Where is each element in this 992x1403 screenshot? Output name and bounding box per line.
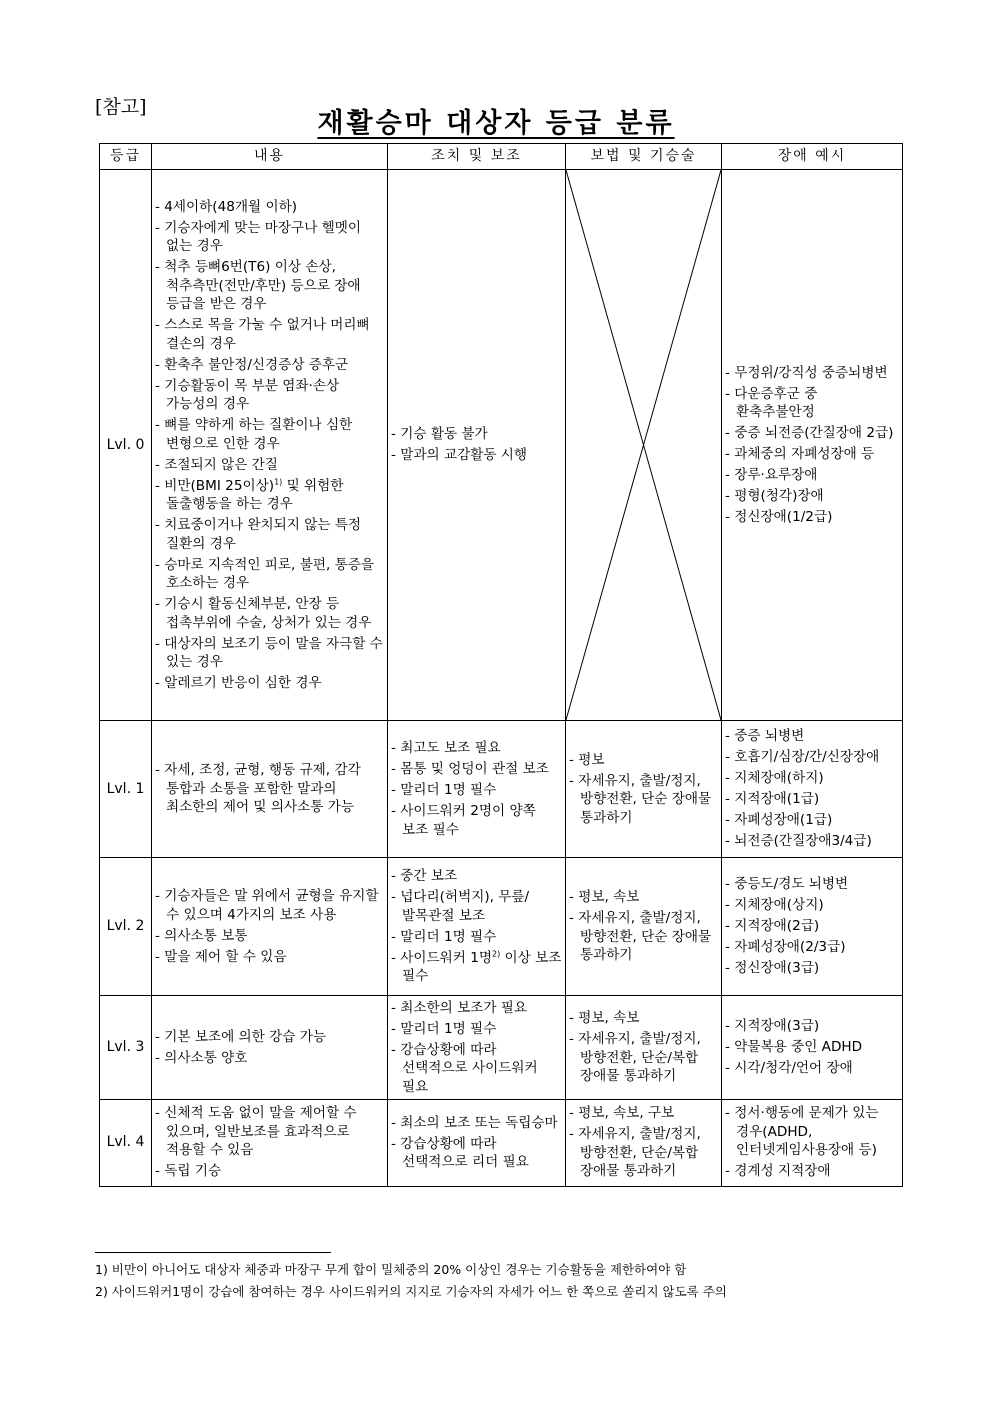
disability-item: - 지적장애(2급) [725, 917, 899, 936]
content-item: - 뼈를 약하게 하는 질환이나 심한 변형으로 인한 경우 [155, 416, 384, 453]
disability-item: - 호흡기/심장/간/신장장애 [725, 748, 899, 767]
support-item: - 사이드워커 1명$^{2)}$ 이상 보조 필수 [391, 949, 562, 986]
content-cell [152, 721, 388, 858]
footnote-1: 1) 비만이 아니어도 대상자 체중과 마장구 무게 합이 밀체중의 20% 이상인 경우는 기승활동을 제한하여야 함 [95, 1262, 687, 1277]
content-item: - 스스로 목을 가눌 수 없거나 머리뼈 결손의 경우 [155, 316, 384, 353]
support-item: - 강습상황에 따라 선택적으로 사이드워커 필요 [391, 1041, 562, 1097]
table-row [100, 721, 903, 858]
grade-classification-table [99, 143, 903, 1187]
content-item: - 기본 보조에 의한 강습 가능 [155, 1028, 384, 1047]
table-row [100, 996, 903, 1100]
header-support: 조치 및 보조 [388, 144, 566, 170]
content-item: - 조절되지 않은 간질 [155, 456, 384, 475]
support-cell [388, 170, 566, 721]
content-cell [152, 1099, 388, 1186]
disability-item: - 지체장애(상지) [725, 896, 899, 915]
content-item: - 기승자에게 맞는 마장구나 헬멧이 없는 경우 [155, 219, 384, 256]
disability-item: - 중증 뇌전증(간질장애 2급) [725, 424, 899, 443]
disability-item: - 평형(청각)장애 [725, 487, 899, 506]
content-item: - 기승활동이 목 부분 염좌·손상 가능성의 경우 [155, 377, 384, 414]
reference-label: [참고] [95, 96, 147, 118]
gait-item: - 자세유지, 출발/정지, 방향전환, 단순 장애물 통과하기 [569, 909, 718, 965]
disability-item: - 장루·요루장애 [725, 466, 899, 485]
grade-cell: Lvl. 0 [100, 170, 152, 721]
content-item: - 알레르기 반응이 심한 경우 [155, 674, 384, 693]
disability-item: - 정신장애(3급) [725, 959, 899, 978]
gait-cell [566, 1099, 722, 1186]
support-cell [388, 721, 566, 858]
content-item: - 의사소통 보통 [155, 927, 384, 946]
support-item: - 사이드워커 2명이 양쪽 보조 필수 [391, 802, 562, 839]
disability-item: - 지적장애(3급) [725, 1017, 899, 1036]
header-disability: 장애 예시 [722, 144, 903, 170]
disability-cell [722, 858, 903, 996]
content-item: - 환축추 불안정/신경증상 증후군 [155, 356, 384, 375]
table-row [100, 858, 903, 996]
gait-cell [566, 170, 722, 721]
support-item: - 넙다리(허벅지), 무릎/발목관절 보조 [391, 888, 562, 925]
support-item: - 말리더 1명 필수 [391, 1020, 562, 1039]
footnote-2: 2) 사이드워커1명이 강습에 참여하는 경우 사이드워커의 지지로 기승자의 자세가 어느 한 쪽으로 쏠리지 않도록 주의 [95, 1284, 727, 1299]
content-item: - 척추 등뼈6번(T6) 이상 손상, 척추측만(전만/후만) 등으로 장애 등급을 받은 경우 [155, 258, 384, 314]
grade-cell: Lvl. 2 [100, 858, 152, 996]
content-item: - 독립 기승 [155, 1162, 384, 1181]
disability-item: - 무정위/강직성 중증뇌병변 [725, 364, 899, 383]
grade-cell: Lvl. 3 [100, 996, 152, 1100]
disability-item: - 자폐성장애(1급) [725, 811, 899, 830]
disability-cell [722, 170, 903, 721]
disability-item: - 뇌전증(간질장애3/4급) [725, 832, 899, 851]
content-item: - 기승자들은 말 위에서 균형을 유지할 수 있으며 4가지의 보조 사용 [155, 887, 384, 924]
gait-cell [566, 996, 722, 1100]
header-content: 내용 [152, 144, 388, 170]
support-item: - 말리더 1명 필수 [391, 781, 562, 800]
content-item: - 4세이하(48개월 이하) [155, 198, 384, 217]
disability-item: - 정신장애(1/2급) [725, 508, 899, 527]
document-title [0, 101, 992, 140]
footnotes [95, 1259, 727, 1303]
grade-cell: Lvl. 1 [100, 721, 152, 858]
disability-item: - 다운증후군 중 환축추불안정 [725, 385, 899, 422]
disability-item: - 지체장애(하지) [725, 769, 899, 788]
support-item: - 몸통 및 엉덩이 관절 보조 [391, 760, 562, 779]
support-item: - 말과의 교감활동 시행 [391, 446, 562, 465]
content-item: - 승마로 지속적인 피로, 불편, 통증을 호소하는 경우 [155, 556, 384, 593]
table-body [100, 170, 903, 1187]
content-item: - 신체적 도움 없이 말을 제어할 수 있으며, 일반보조를 효과적으로 적용할 수 있음 [155, 1104, 384, 1160]
content-item: - 대상자의 보조기 등이 말을 자극할 수 있는 경우 [155, 635, 384, 672]
disability-item: - 과체중의 자폐성장애 등 [725, 445, 899, 464]
not-applicable-cross [566, 170, 721, 720]
disability-item: - 지적장애(1급) [725, 790, 899, 809]
support-item: - 중간 보조 [391, 867, 562, 886]
content-item: - 자세, 조정, 균형, 행동 규제, 감각 통합과 소통을 포함한 말과의 최소한의 제어 및 의사소통 가능 [155, 761, 384, 817]
gait-item: - 평보, 속보 [569, 888, 718, 907]
content-item: - 치료중이거나 완치되지 않는 특정 질환의 경우 [155, 516, 384, 553]
gait-item: - 평보, 속보, 구보 [569, 1104, 718, 1123]
gait-item: - 평보, 속보 [569, 1009, 718, 1028]
gait-cell [566, 858, 722, 996]
disability-cell [722, 996, 903, 1100]
content-item: - 의사소통 양호 [155, 1049, 384, 1068]
table-row [100, 1099, 903, 1186]
disability-item: - 자폐성장애(2/3급) [725, 938, 899, 957]
document-title-text: 재활승마 대상자 등급 분류 [317, 108, 675, 139]
support-item: - 최소한의 보조가 필요 [391, 999, 562, 1018]
gait-item: - 자세유지, 출발/정지, 방향전환, 단순/복합 장애물 통과하기 [569, 1125, 718, 1181]
gait-item: - 자세유지, 출발/정지, 방향전환, 단순/복합 장애물 통과하기 [569, 1030, 718, 1086]
content-cell [152, 170, 388, 721]
disability-item: - 중증 뇌병변 [725, 727, 899, 746]
footnote-divider [95, 1252, 331, 1253]
gait-cell [566, 721, 722, 858]
disability-cell [722, 1099, 903, 1186]
content-item: - 기승시 활동신체부분, 안장 등 접촉부위에 수술, 상처가 있는 경우 [155, 595, 384, 632]
table-header-row [100, 144, 903, 170]
header-grade: 등급 [100, 144, 152, 170]
support-item: - 강습상황에 따라 선택적으로 리더 필요 [391, 1135, 562, 1172]
disability-item: - 중등도/경도 뇌병변 [725, 875, 899, 894]
disability-item: - 경계성 지적장애 [725, 1162, 899, 1181]
support-item: - 말리더 1명 필수 [391, 928, 562, 947]
gait-item: - 자세유지, 출발/정지, 방향전환, 단순 장애물 통과하기 [569, 772, 718, 828]
support-item: - 기승 활동 불가 [391, 425, 562, 444]
disability-item: - 약물복용 중인 ADHD [725, 1038, 899, 1057]
support-item: - 최소의 보조 또는 독립승마 [391, 1114, 562, 1133]
content-item: - 비만(BMI 25이상)$^{1)}$ 및 위험한 돌출행동을 하는 경우 [155, 477, 384, 514]
disability-item: - 정서·행동에 문제가 있는 경우(ADHD, 인터넷게임사용장애 등) [725, 1104, 899, 1160]
content-cell [152, 996, 388, 1100]
support-cell [388, 1099, 566, 1186]
content-item: - 말을 제어 할 수 있음 [155, 948, 384, 967]
gait-item: - 평보 [569, 751, 718, 770]
support-cell [388, 858, 566, 996]
support-item: - 최고도 보조 필요 [391, 739, 562, 758]
disability-item: - 시각/청각/언어 장애 [725, 1059, 899, 1078]
grade-cell: Lvl. 4 [100, 1099, 152, 1186]
header-gait: 보법 및 기승술 [566, 144, 722, 170]
table-row [100, 170, 903, 721]
content-cell [152, 858, 388, 996]
disability-cell [722, 721, 903, 858]
support-cell [388, 996, 566, 1100]
